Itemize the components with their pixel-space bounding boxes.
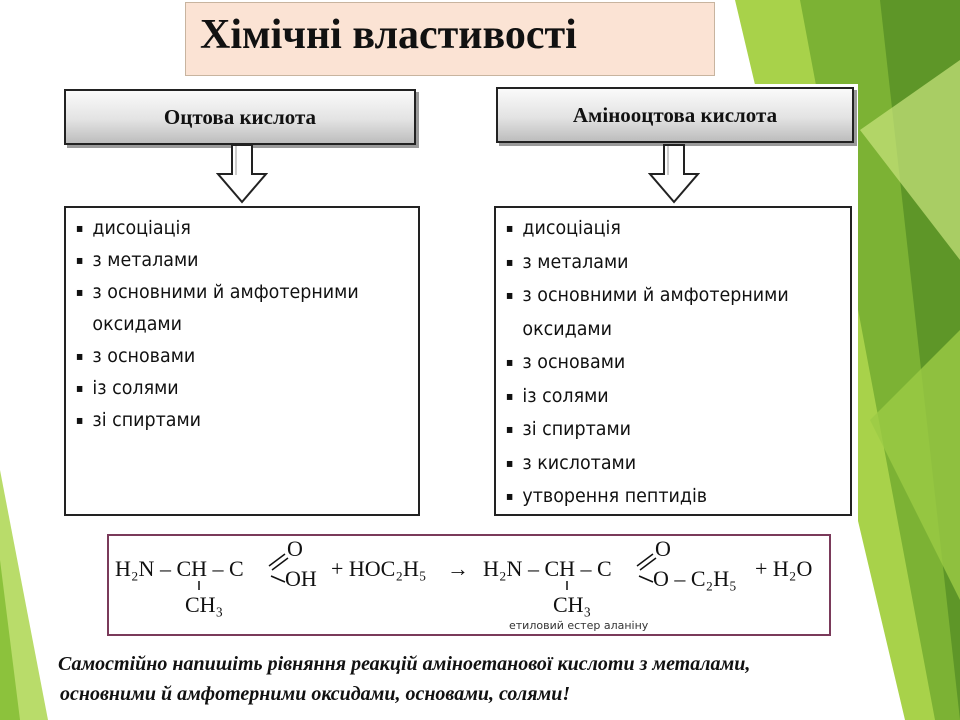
- down-arrow-right-icon: [648, 144, 700, 204]
- reaction-equation: [109, 536, 829, 634]
- task-line-2: основними й амфотерними оксидами, основами, солями!: [60, 683, 571, 705]
- task-line-1: Самостійно напишіть рівняння реакцій аміноетанової кислоти з металами,: [58, 653, 751, 675]
- list-item: ▪ із солями: [74, 372, 385, 404]
- acetic-acid-properties: [64, 206, 420, 516]
- aminoacetic-acid-properties: [494, 206, 852, 516]
- list-item: ▪ із солями: [504, 380, 817, 414]
- diagram-panel: [44, 84, 858, 528]
- header-aminoacetic-acid: [496, 87, 854, 143]
- list-item: ▪ з основними й амфотерними оксидами: [74, 276, 385, 340]
- down-arrow-left-icon: [216, 144, 268, 204]
- list-item: ▪ утворення пептидів: [504, 480, 817, 514]
- reactant-ch3: CH₃: [185, 592, 224, 617]
- header-aminoacetic-acid-label: Аміноoцтова кислота: [572, 102, 778, 127]
- list-item: ▪ з основними й амфотерними оксидами: [504, 279, 817, 346]
- list-item: ▪ з основами: [504, 346, 817, 380]
- list-item: ▪ з кислотами: [504, 447, 817, 481]
- reactant-main: H₂N – CH – C: [115, 556, 244, 581]
- header-acetic-acid-label: Оцтова кислота: [163, 104, 317, 129]
- product-ester-group: O – C₂H₅: [653, 566, 737, 591]
- acetic-acid-property-list: [74, 212, 412, 436]
- list-item: ▪ з основами: [74, 340, 385, 372]
- list-item: ▪ дисоціація: [504, 212, 817, 246]
- reaction-arrow: →: [447, 556, 469, 581]
- page-title: Хімічні властивості: [200, 12, 577, 58]
- list-item: ▪ дисоціація: [74, 212, 385, 244]
- product-o-top: O: [655, 536, 671, 561]
- reactant-o-top: O: [287, 536, 303, 561]
- list-item: ▪ зі спиртами: [74, 404, 385, 436]
- list-item: ▪ з металами: [74, 244, 385, 276]
- list-item: ▪ з металами: [504, 246, 817, 280]
- reactant-oh: OH: [285, 566, 317, 591]
- task-instruction: [58, 649, 918, 709]
- header-acetic-acid: [64, 89, 416, 145]
- reagent-ethanol: + HOC₂H₅: [331, 556, 427, 581]
- product-main: H₂N – CH – C: [483, 556, 612, 581]
- title-box: [185, 2, 715, 76]
- list-item: ▪ зі спиртами: [504, 413, 817, 447]
- water-product: + H₂O: [755, 556, 813, 581]
- product-ch3: CH₃: [553, 592, 592, 617]
- aminoacetic-acid-property-list: [504, 212, 844, 514]
- product-caption: етиловий естер аланіну: [509, 619, 649, 632]
- reaction-equation-box: [107, 534, 831, 636]
